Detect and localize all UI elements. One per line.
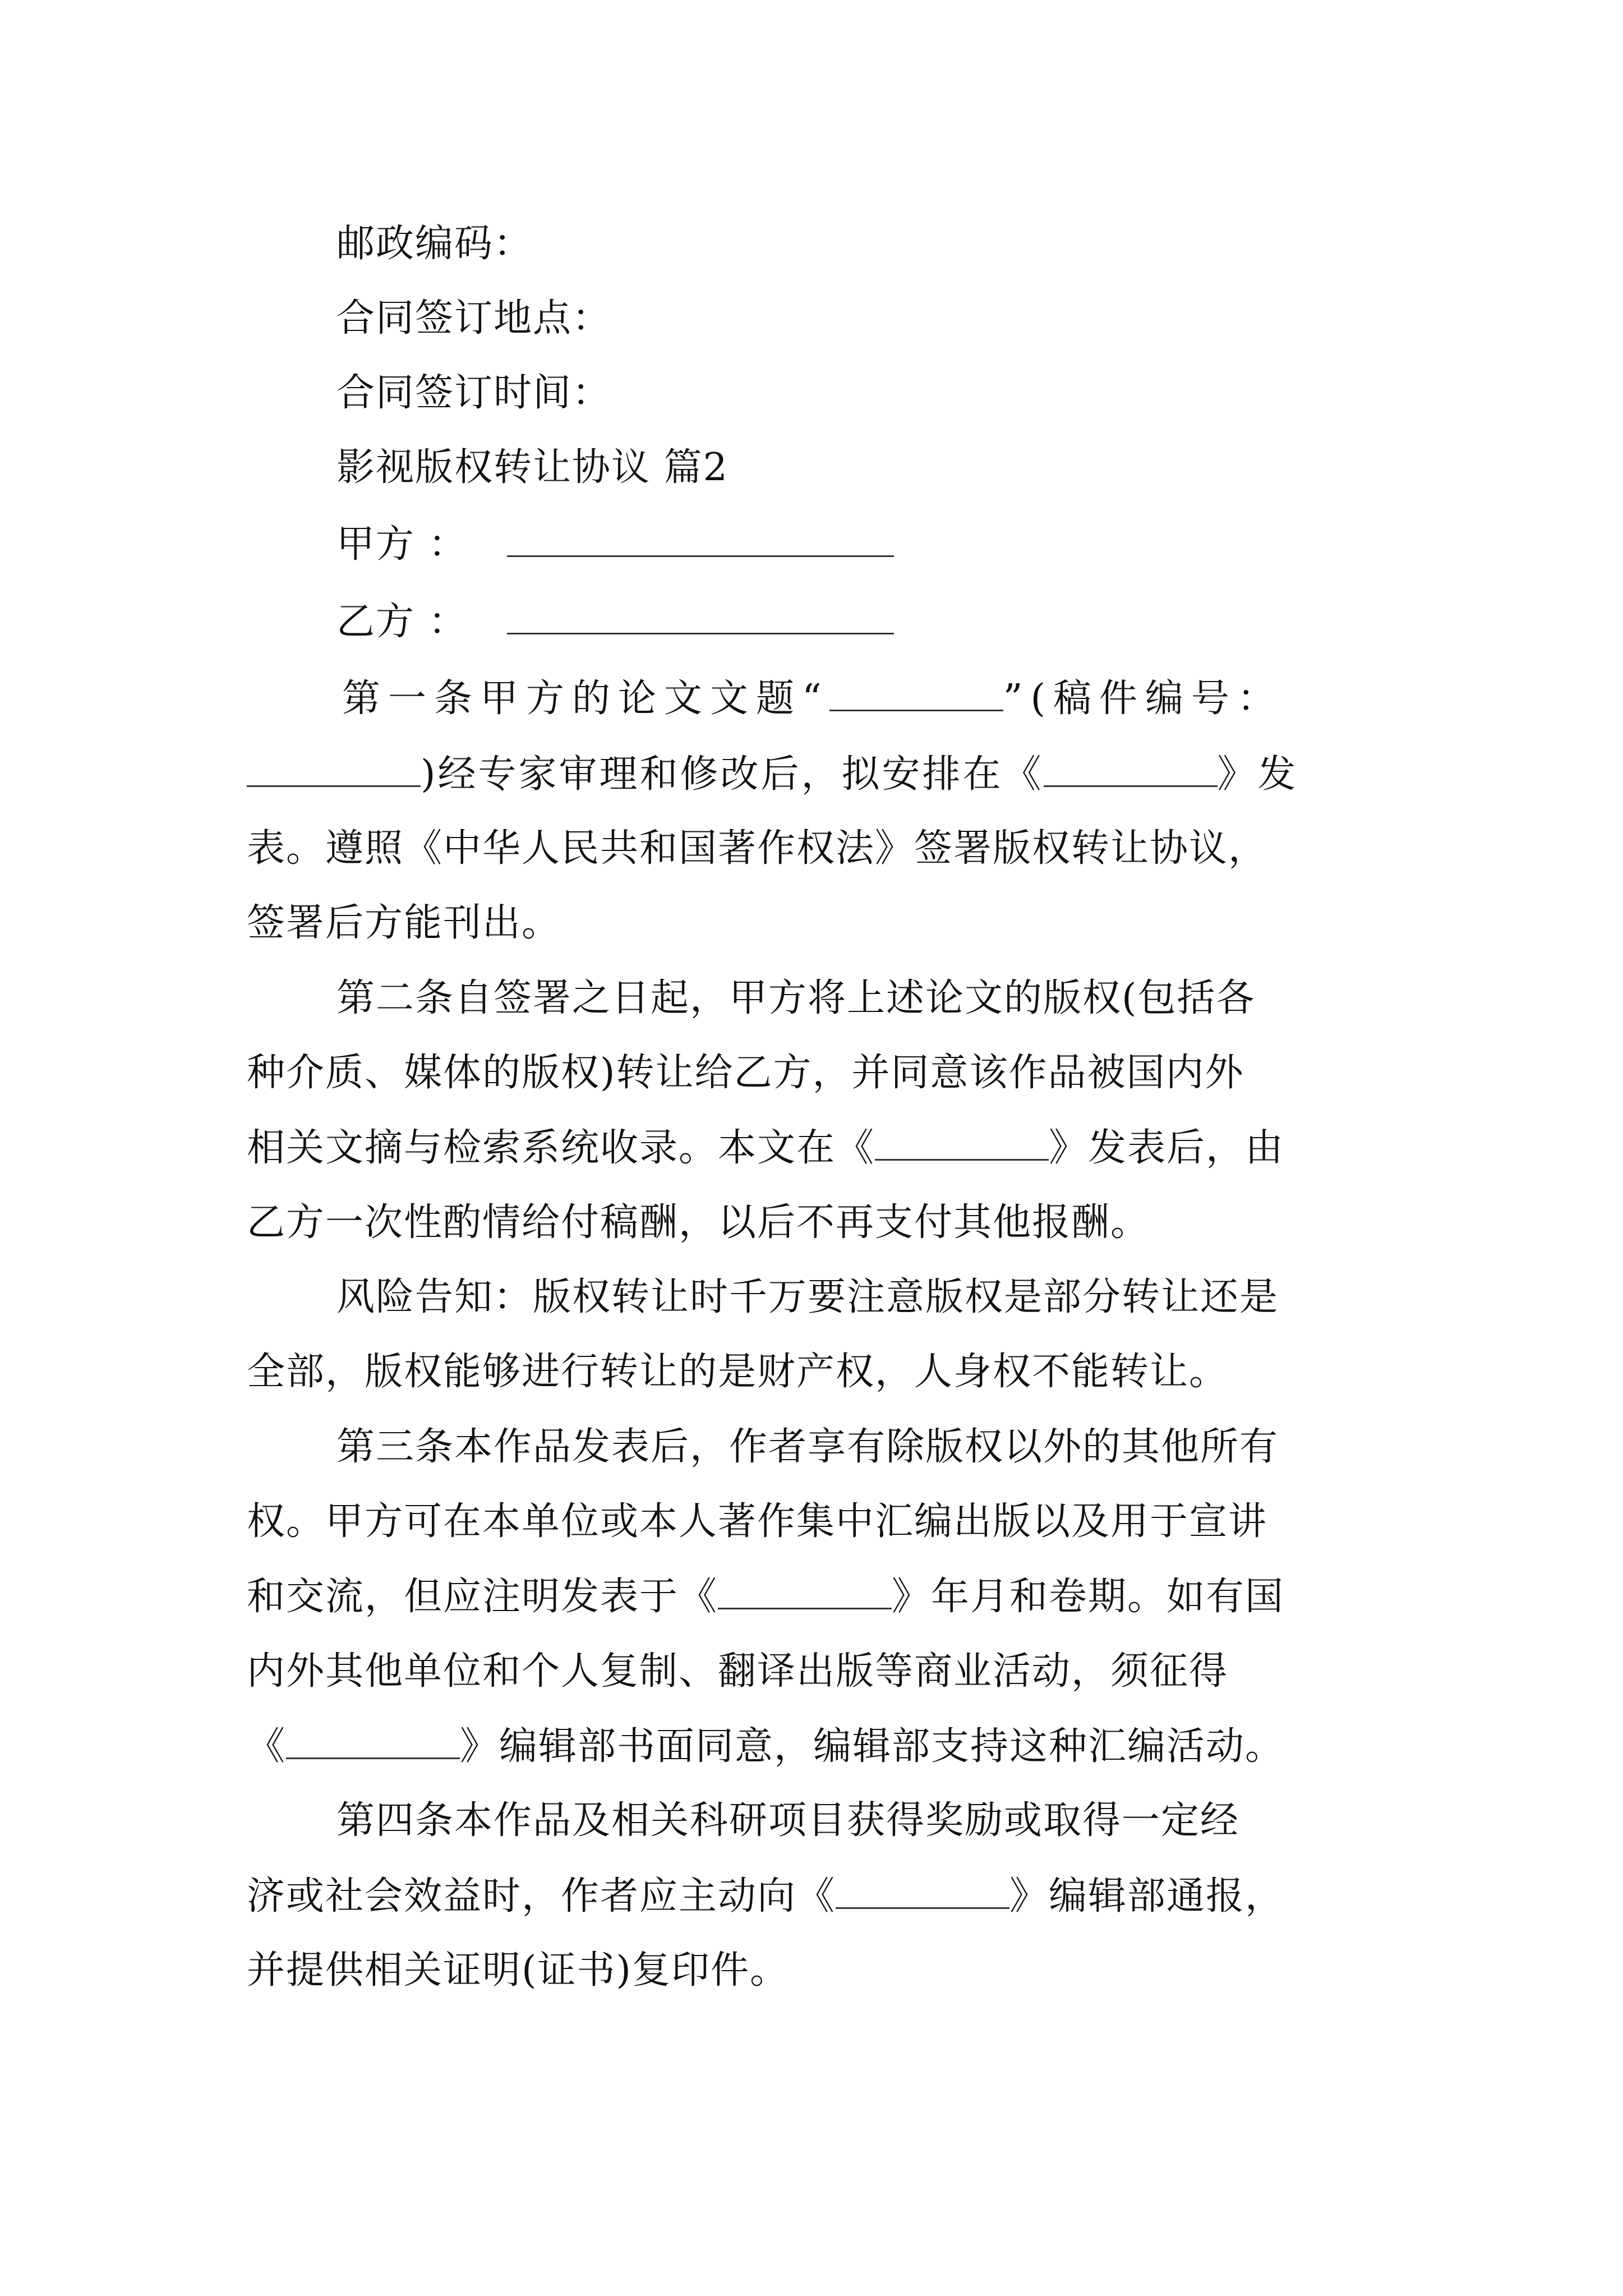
article-3-text: 《 bbox=[247, 1724, 287, 1769]
article-4-journal-blank bbox=[836, 1868, 1009, 1909]
manuscript-number-blank bbox=[247, 746, 421, 787]
article-1-line-2 bbox=[247, 746, 1298, 803]
article-4-line-2 bbox=[247, 1868, 1284, 1925]
article-3-line-4: 内外其他单位和个人复制、翻译出版等商业活动，须征得 bbox=[247, 1649, 1229, 1694]
article-2-line-3 bbox=[247, 1120, 1284, 1176]
article-1-text: 第一条甲方的论文文题“ bbox=[342, 677, 829, 721]
sign-time-field: 合同签订时间： bbox=[336, 371, 612, 415]
postal-code-field: 邮政编码： bbox=[336, 222, 533, 266]
article-2-text: 》发表后，由 bbox=[1049, 1126, 1285, 1170]
party-a-label: 甲方 ： bbox=[336, 522, 468, 567]
article-1-text: )经专家审理和修改后，拟安排在《 bbox=[421, 752, 1044, 797]
article-3-text: 》编辑部书面同意，编辑部支持这种汇编活动。 bbox=[460, 1724, 1285, 1769]
journal-name-blank bbox=[1044, 746, 1218, 787]
article-1-line-1 bbox=[342, 670, 1283, 727]
article-2-journal-blank bbox=[875, 1120, 1049, 1161]
party-b-blank bbox=[507, 593, 894, 634]
article-2-line-4: 乙方一次性酌情给付稿酬，以后不再支付其他报酬。 bbox=[247, 1200, 1150, 1245]
article-3-journal-blank bbox=[718, 1568, 892, 1609]
article-4-text: 济或社会效益时，作者应主动向《 bbox=[247, 1874, 836, 1918]
article-4-text: 》编辑部通报， bbox=[1009, 1874, 1285, 1918]
article-3-line-3 bbox=[247, 1568, 1284, 1625]
article-2-line-2: 种介质、媒体的版权)转让给乙方，并同意该作品被国内外 bbox=[247, 1051, 1244, 1095]
party-a-blank bbox=[507, 516, 894, 557]
article-3-line-1: 第三条本作品发表后，作者享有除版权以外的其他所有 bbox=[336, 1425, 1279, 1469]
article-1-line-4: 签署后方能刊出。 bbox=[247, 901, 561, 945]
article-2-text: 相关文摘与检索系统收录。本文在《 bbox=[247, 1126, 875, 1170]
risk-notice-line-1: 风险告知：版权转让时千万要注意版权是部分转让还是 bbox=[336, 1275, 1279, 1319]
article-3-line-5 bbox=[247, 1718, 1284, 1775]
agreement-title: 影视版权转让协议 篇2 bbox=[336, 445, 728, 490]
article-2-line-1: 第二条自签署之日起，甲方将上述论文的版权(包括各 bbox=[336, 976, 1256, 1020]
article-3-text: 和交流，但应注明发表于《 bbox=[247, 1575, 718, 1619]
sign-place-field: 合同签订地点： bbox=[336, 296, 612, 341]
article-4-line-1: 第四条本作品及相关科研项目获得奖励或取得一定经 bbox=[336, 1798, 1240, 1843]
article-3-line-2: 权。甲方可在本单位或本人著作集中汇编出版以及用于宣讲 bbox=[247, 1499, 1268, 1544]
article-3-editorial-blank bbox=[286, 1718, 460, 1759]
party-b-label: 乙方 ： bbox=[336, 600, 468, 644]
article-3-text: 》年月和卷期。如有国 bbox=[892, 1575, 1285, 1619]
article-1-text: 》发 bbox=[1217, 752, 1298, 797]
party-b-line bbox=[336, 593, 894, 650]
article-1-text: ”(稿件编号： bbox=[1003, 677, 1284, 721]
article-1-line-3: 表。遵照《中华人民共和国著作权法》签署版权转让协议， bbox=[247, 826, 1268, 871]
party-a-line bbox=[336, 516, 894, 573]
risk-notice-line-2: 全部，版权能够进行转让的是财产权，人身权不能转让。 bbox=[247, 1350, 1229, 1394]
article-4-line-3: 并提供相关证明(证书)复印件。 bbox=[247, 1948, 790, 1993]
article-1-title-blank bbox=[829, 670, 1003, 711]
